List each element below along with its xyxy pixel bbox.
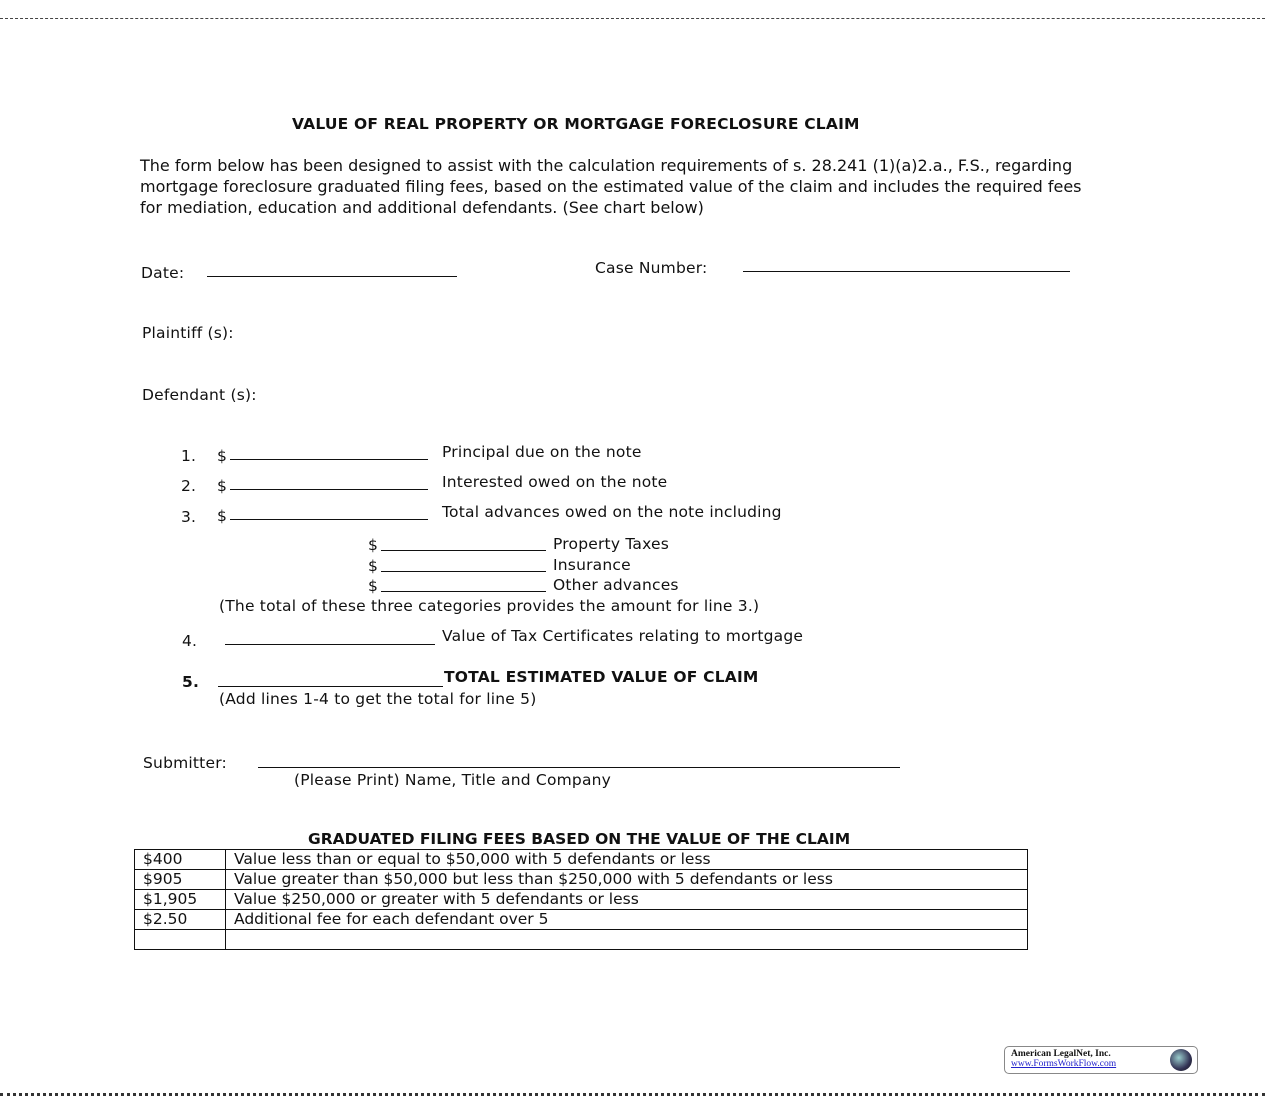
advances-field[interactable] <box>230 519 428 520</box>
globe-icon <box>1170 1049 1192 1071</box>
line-label: Total advances owed on the note including <box>442 503 782 521</box>
table-row <box>135 870 1028 890</box>
intro-paragraph: The form below has been designed to assist with the calculation requirements of s. 28.241 (1)(a)2.a., F.S., regarding mortgage foreclosure graduated filing fees, based on the estimated value of the claim and includes the required fees for mediation, education and additional defendants. (See chart below) <box>140 156 1082 217</box>
scan-artifact-top <box>0 18 1265 19</box>
line-number: 1. <box>181 447 197 465</box>
subline-label: Other advances <box>553 576 679 594</box>
submitter-hint: (Please Print) Name, Title and Company <box>294 771 612 789</box>
table-row <box>135 890 1028 910</box>
line5-note: (Add lines 1-4 to get the total for line 5) <box>219 690 537 708</box>
dollar-sign: $ <box>217 447 228 465</box>
date-field[interactable] <box>207 276 457 277</box>
line-number: 2. <box>181 477 197 495</box>
table-row-empty <box>135 930 1028 950</box>
line-label: Value of Tax Certificates relating to mortgage <box>442 627 804 645</box>
dollar-sign: $ <box>368 557 379 575</box>
fee-cell: $2.50 <box>135 910 226 930</box>
submitter-label: Submitter: <box>143 754 227 772</box>
subline-label: Insurance <box>553 556 631 574</box>
case-number-label: Case Number: <box>595 259 708 277</box>
dollar-sign: $ <box>217 507 228 525</box>
line-label: Interested owed on the note <box>442 473 668 491</box>
fee-cell: $400 <box>135 850 226 870</box>
scan-artifact-bottom <box>0 1093 1265 1096</box>
american-legalnet-logo[interactable] <box>1004 1046 1198 1074</box>
empty-cell <box>135 930 226 950</box>
empty-cell <box>226 930 1028 950</box>
description-cell: Additional fee for each defendant over 5 <box>226 910 1028 930</box>
description-cell: Value greater than $50,000 but less than $250,000 with 5 defendants or less <box>226 870 1028 890</box>
dollar-sign: $ <box>368 577 379 595</box>
fees-table-title: GRADUATED FILING FEES BASED ON THE VALUE OF THE CLAIM <box>308 830 851 848</box>
subline-label: Property Taxes <box>553 535 670 553</box>
table-row <box>135 850 1028 870</box>
insurance-field[interactable] <box>381 571 546 572</box>
interest-field[interactable] <box>230 489 428 490</box>
property-taxes-field[interactable] <box>381 550 546 551</box>
line-number: 3. <box>181 508 197 526</box>
dollar-sign: $ <box>217 477 228 495</box>
submitter-field[interactable] <box>258 767 900 768</box>
line-number: 5. <box>182 673 200 691</box>
case-number-field[interactable] <box>743 271 1070 272</box>
description-cell: Value $250,000 or greater with 5 defendants or less <box>226 890 1028 910</box>
date-label: Date: <box>141 264 185 282</box>
description-cell: Value less than or equal to $50,000 with 5 defendants or less <box>226 850 1028 870</box>
plaintiff-label: Plaintiff (s): <box>142 324 234 342</box>
logo-company: American LegalNet, Inc. <box>1011 1049 1111 1059</box>
subtotal-note: (The total of these three categories provides the amount for line 3.) <box>219 597 760 615</box>
line-label: TOTAL ESTIMATED VALUE OF CLAIM <box>444 668 759 686</box>
total-value-field[interactable] <box>218 686 443 687</box>
line-label: Principal due on the note <box>442 443 642 461</box>
dollar-sign: $ <box>368 536 379 554</box>
line-number: 4. <box>182 632 198 650</box>
document-title: VALUE OF REAL PROPERTY OR MORTGAGE FORECLOSURE CLAIM <box>292 115 860 133</box>
other-advances-field[interactable] <box>381 591 546 592</box>
fees-table <box>134 849 1028 950</box>
table-row <box>135 910 1028 930</box>
logo-url-link[interactable]: www.FormsWorkFlow.com <box>1011 1059 1117 1069</box>
tax-certificates-field[interactable] <box>225 644 435 645</box>
principal-field[interactable] <box>230 459 428 460</box>
defendant-label: Defendant (s): <box>142 386 257 404</box>
fee-cell: $1,905 <box>135 890 226 910</box>
fee-cell: $905 <box>135 870 226 890</box>
